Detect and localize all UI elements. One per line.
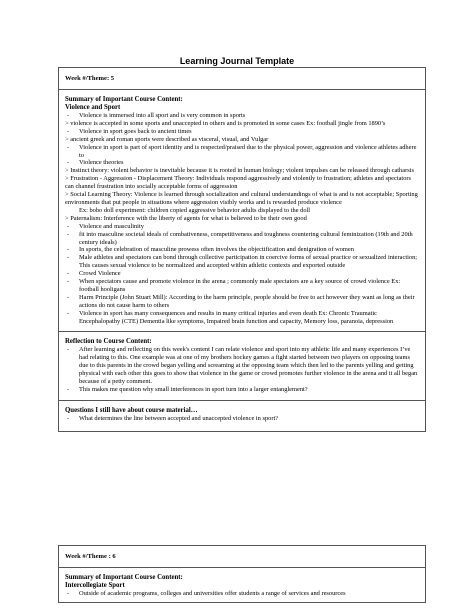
bullet-text: fit into masculine societal ideals of combativeness, competitiveness and toughness countering cultural feminization (19th and 20th century ideals): [79, 230, 413, 246]
bullet-item: [65, 246, 419, 254]
week6-summary-section: [59, 568, 425, 602]
bullet-item: [65, 254, 419, 270]
paragraph-line: > Instinct theory: violent behavior is inevitable because it is rooted in human biology; violent impulses can be released through catharsis: [65, 167, 414, 175]
week6-summary-content: [65, 590, 419, 598]
bullet-item: [65, 128, 419, 136]
bullet-text: Crowd Violence: [79, 270, 121, 278]
paragraph-line: > Social Learning Theory: Violence is learned through socialization and cultural understandings of what is and is not acceptable; Sporting environments that put people in situations where aggression visibly works and is rewarded produce violence: [65, 191, 418, 206]
bullet-dash: -: [67, 230, 70, 238]
bullet-text: In sports, the celebration of masculine prowess often involves the objectification and denigration of women: [79, 246, 354, 254]
bullet-text: Violence in sport is part of sport identity and is respected/praised due to the physical power, aggression and violence athletes adhere to: [79, 143, 417, 159]
week5-header: Week #/Theme: 5: [59, 68, 425, 90]
bullet-text: Harm Principle (John Stuart Mill): According to the harm principle, people should be free to act however they want as long as their actions do not cause harm to others: [79, 293, 415, 309]
bullet-item: [65, 159, 419, 167]
bullet-text: Violence theories: [79, 159, 124, 167]
bullet-item: [65, 415, 419, 423]
week6-summary-subtitle: Intercollegiate Sport: [65, 582, 125, 589]
bullet-dash: -: [67, 309, 70, 317]
bullet-dash: -: [67, 246, 70, 254]
bullet-text: Violence is immersed into all sport and is very common in sports: [79, 112, 246, 119]
bullet-dash: -: [67, 414, 70, 422]
bullet-text: This makes me question why small interferences in sport turn into a larger entanglement?: [79, 386, 308, 393]
bullet-text: Violence in sport goes back to ancient times: [79, 127, 192, 135]
bullet-item: [65, 386, 419, 394]
week5-table: [58, 67, 426, 432]
week5-summary-content: [65, 112, 419, 325]
bullet-text: Violence and masculinity: [79, 222, 144, 230]
bullet-item: [65, 270, 419, 278]
bullet-text: What determines the line between accepted and unaccepted violence in sport?: [79, 414, 279, 422]
bullet-item: [65, 223, 419, 231]
bullet-item: [65, 590, 419, 598]
week5-summary-section: [59, 90, 425, 332]
bullet-dash: -: [67, 293, 70, 301]
week6-table: [58, 545, 426, 603]
bullet-dash: -: [67, 127, 70, 135]
bullet-item: [65, 294, 419, 310]
bullet-text: Male athletes and spectators can bond through collective participation in coercive forms of sexual practice or sexualized interaction; This causes sexual violence to be normalized and accepted within athletic contexts and exported outside: [79, 254, 418, 270]
paragraph-line: > Frustration - Aggression - Displacement Theory: Individuals respond aggressively and violently to frustration; athletes and spectators can channel frustration into socially acceptable forms of aggression: [65, 175, 412, 191]
bullet-dash: -: [67, 143, 70, 151]
bullet-dash: -: [67, 590, 70, 597]
week6-summary-heading: Summary of Important Course Content:: [65, 574, 183, 581]
document-title: Learning Journal Template: [179, 56, 295, 66]
week5-reflection-section: [59, 332, 425, 400]
week5-summary-subtitle: Violence and Sport: [65, 104, 121, 111]
indented-line: Ex: bobo doll experiment: children copied aggressive behavior adults displayed to the doll: [79, 206, 311, 214]
paragraph-line: > violence is accepted in some sports and unaccepted in others and is promoted in some cases Ex: football jingle from 1890’s: [65, 119, 386, 127]
bullet-item: [65, 278, 419, 294]
bullet-dash: -: [67, 346, 70, 354]
week5-questions-section: [59, 401, 425, 431]
bullet-text: When spectators cause and promote violence in the arena ; commonly male spectators are a key source of crowd violence Ex: football hooligans: [79, 278, 401, 293]
bullet-dash: -: [67, 254, 70, 262]
week5-questions-content: [65, 415, 419, 423]
paragraph-line: > ancient greek and roman sports were described as visceral, visual, and Vulgar: [65, 135, 269, 143]
bullet-text: Outside of academic programs, colleges and universities offer students a range of services and resources: [79, 590, 346, 597]
bullet-text: Violence in sport has many consequences and results in many critical injuries and even death Ex: Chronic Traumatic Encephalopathy (CTE) Dementia like symptoms, Impaired brain function and capacity, Memory loss, paranoia, depression: [79, 309, 394, 325]
bullet-item: [65, 144, 419, 160]
bullet-text: After learning and reflecting on this week's content I can relate violence and sport into my athletic life and many experiences I’ve had relating to this. One example was at one of my brothers hockey games a fight started between two players on opposing teams due to this parents in the crowd began yelling and screaming at the opposing team which then led to the parents yelling and getting physical with each other this goes to show that violence in the game or crowd promotes further violence in the arena and it all began because of a petty comment.: [79, 346, 418, 386]
week5-summary-heading: Summary of Important Course Content:: [65, 96, 183, 103]
week5-questions-heading: Questions I still have about course material…: [65, 406, 198, 414]
bullet-item: [65, 346, 419, 386]
bullet-dash: -: [67, 386, 70, 393]
week6-header: Week #/Theme : 6: [59, 546, 425, 568]
bullet-dash: -: [67, 270, 70, 278]
week5-reflection-heading: Reflection to Course Content:: [65, 338, 152, 346]
bullet-dash: -: [67, 159, 70, 167]
bullet-item: [65, 112, 419, 120]
bullet-dash: -: [67, 112, 70, 119]
bullet-item: [65, 310, 419, 326]
bullet-item: [65, 231, 419, 247]
paragraph-line: > Paternalism: Interference with the liberty of agents for what is believed to be their own good: [65, 214, 307, 222]
bullet-dash: -: [67, 278, 70, 286]
week5-reflection-content: [65, 346, 419, 393]
bullet-dash: -: [67, 222, 70, 230]
